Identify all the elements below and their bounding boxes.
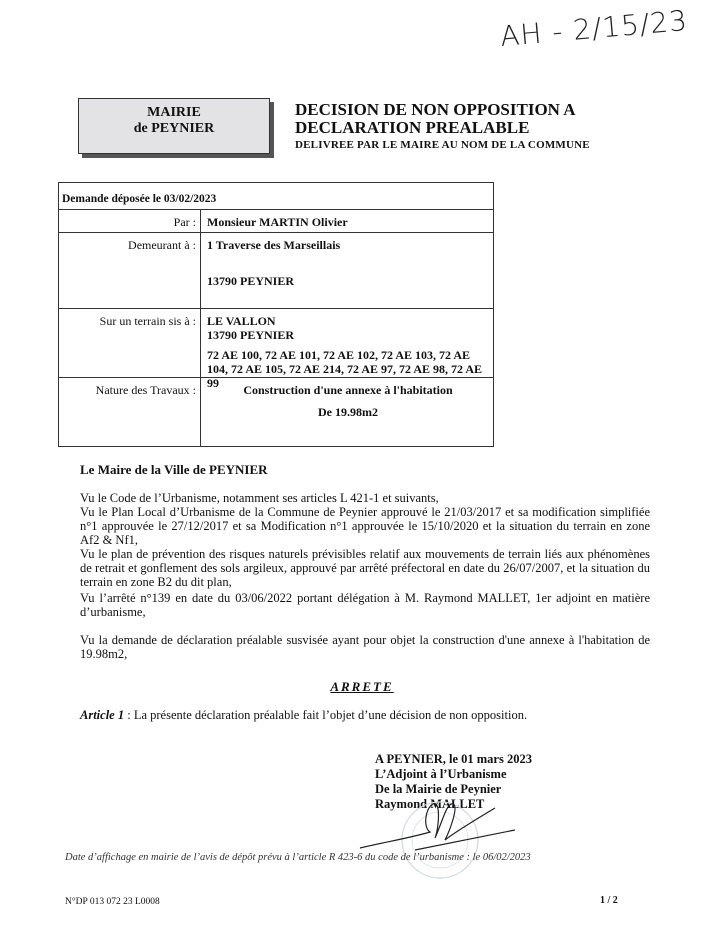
request-form bbox=[58, 182, 494, 447]
vu-ppr: Vu le plan de prévention des risques naturels prévisibles relatif aux mouvements de terrain liés aux phénomènes de retrait et gonflement des sols argileux, approuvé par arrêté préfectoral en date du 26/07/2007, et la situation du terrain en zone B2 du dit plan, bbox=[80, 547, 650, 589]
arrete-heading: ARRETE bbox=[330, 679, 394, 694]
title-line2: DECLARATION PREALABLE bbox=[295, 118, 530, 137]
demeurant-line2: 13790 PEYNIER bbox=[207, 274, 295, 288]
vu-arrete: Vu l’arrêté n°139 en date du 03/06/2022 portant délégation à M. Raymond MALLET, 1er adjoint en matière d’urbanisme, bbox=[80, 591, 650, 619]
maire-title: Le Maire de la Ville de PEYNIER bbox=[80, 462, 268, 477]
document-subtitle: DELIVREE PAR LE MAIRE AU NOM DE LA COMMUNE bbox=[295, 139, 590, 151]
mairie-line1: MAIRIE bbox=[147, 105, 201, 120]
row-travaux bbox=[59, 378, 493, 446]
travaux-line1: Construction d'une annexe à l'habitation bbox=[243, 383, 453, 397]
title-line1: DECISION DE NON OPPOSITION A bbox=[295, 100, 576, 119]
article-1 bbox=[80, 708, 650, 722]
vu-plu: Vu le Plan Local d’Urbanisme de la Commune de Peynier approuvé le 21/03/2017 et sa modification simplifiée n°1 approuvée le 27/12/2017 et sa Modification n°1 approuvée le 15/10/2020 et la situation du terrain en zone Af2 & Nf1, bbox=[80, 505, 650, 547]
signature-line4: Raymond MALLET bbox=[375, 797, 485, 811]
affichage-date: Date d’affichage en mairie de l’avis de dépôt prévu à l’article R 423-6 du code de l’urbanisme : le 06/02/2023 bbox=[65, 852, 531, 863]
demeurant-value bbox=[207, 233, 489, 288]
mairie-line2: de PEYNIER bbox=[133, 121, 215, 136]
par-label: Par : bbox=[59, 210, 201, 232]
travaux-line2: De 19.98m2 bbox=[318, 405, 378, 419]
signature-line2: L’Adjoint à l’Urbanisme bbox=[375, 767, 507, 781]
article-text: : La présente déclaration préalable fait l’objet d’une décision de non opposition. bbox=[124, 708, 528, 722]
article-label: Article 1 bbox=[80, 708, 125, 722]
demeurant-line1: 1 Traverse des Marseillais bbox=[207, 238, 341, 252]
vu-code: Vu le Code de l’Urbanisme, notamment ses articles L 421-1 et suivants, bbox=[80, 491, 439, 505]
page-number: 1 / 2 bbox=[600, 895, 618, 906]
vu-demande: Vu la demande de déclaration préalable susvisée ayant pour objet la construction d'une annexe à l'habitation de 19.98m2, bbox=[80, 633, 650, 661]
demeurant-label: Demeurant à : bbox=[59, 233, 201, 308]
signature-line1: A PEYNIER, le 01 mars 2023 bbox=[375, 752, 532, 766]
signature-line3: De la Mairie de Peynier bbox=[375, 782, 502, 796]
stamp-and-signature bbox=[355, 780, 525, 885]
dossier-reference: N°DP 013 072 23 L0008 bbox=[65, 897, 160, 907]
terrain-label: Sur un terrain sis à : bbox=[59, 309, 201, 377]
terrain-parcels: 72 AE 100, 72 AE 101, 72 AE 102, 72 AE 103, 72 AE 104, 72 AE 105, 72 AE 214, 72 AE 97, 72 AE 98, 72 AE 99 bbox=[207, 348, 483, 390]
terrain-line2: 13790 PEYNIER bbox=[207, 328, 295, 342]
row-demeurant bbox=[59, 233, 493, 309]
demande-date: Demande déposée le 03/02/2023 bbox=[59, 183, 493, 210]
handwritten-signature bbox=[360, 804, 515, 850]
handwritten-note: AH - 2/15/23 bbox=[498, 3, 690, 54]
document-title bbox=[295, 101, 576, 137]
terrain-line1: LE VALLON bbox=[207, 314, 276, 328]
travaux-label: Nature des Travaux : bbox=[59, 378, 201, 446]
travaux-value bbox=[207, 378, 489, 419]
mairie-box bbox=[78, 98, 270, 154]
row-par bbox=[59, 210, 493, 233]
par-value: Monsieur MARTIN Olivier bbox=[207, 215, 348, 229]
